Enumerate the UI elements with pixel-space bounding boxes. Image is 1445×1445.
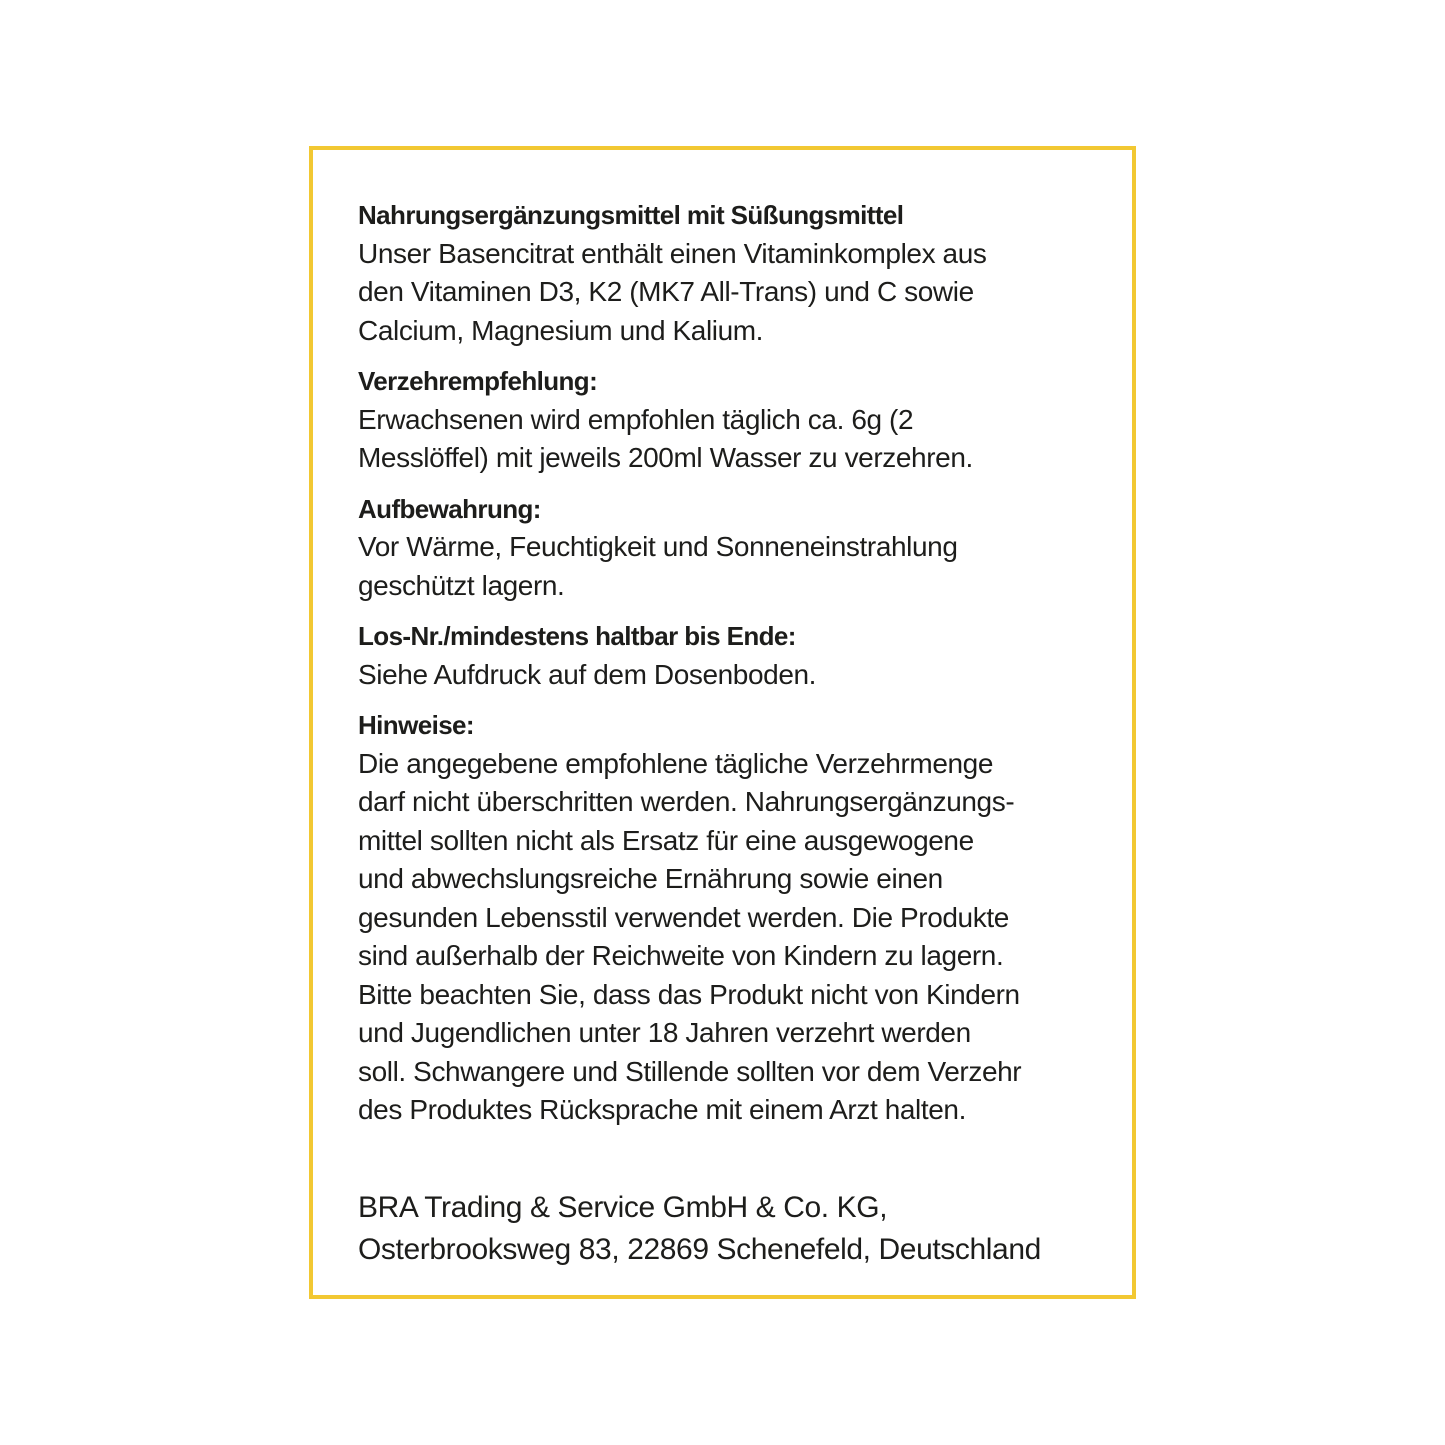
company-info [358, 1187, 1118, 1271]
notes-line: Die angegebene empfohlene tägliche Verzehrmenge [358, 747, 994, 779]
consumption-heading: Verzehrempfehlung: [358, 366, 598, 396]
consumption-line: Messlöffel) mit jeweils 200ml Wasser zu verzehren. [358, 442, 973, 473]
storage-line: geschützt lagern. [358, 569, 565, 601]
notes-heading: Hinweise: [358, 710, 474, 740]
product-heading: Nahrungsergänzungsmittel mit Süßungsmittel [358, 200, 904, 230]
company-address: Osterbrooksweg 83, 22869 Schenefeld, Deutschland [358, 1233, 1041, 1266]
notes-line: mittel sollten nicht als Ersatz für eine ausgewogene [358, 824, 974, 856]
lot-heading: Los-Nr./mindestens haltbar bis Ende: [358, 621, 796, 651]
section-product-description [358, 196, 1118, 350]
notes-line: Bitte beachten Sie, dass das Produkt nicht von Kindern [358, 978, 1020, 1010]
notes-line: des Produktes Rücksprache mit einem Arzt halten. [358, 1094, 966, 1125]
company-name: BRA Trading & Service GmbH & Co. KG, [358, 1191, 888, 1224]
section-lot-number [358, 617, 1118, 694]
storage-heading: Aufbewahrung: [358, 493, 541, 524]
section-storage [358, 490, 1118, 606]
notes-line: gesunden Lebensstil verwendet werden. Die Produkte [358, 901, 1009, 933]
notes-line: sind außerhalb der Reichweite von Kindern zu lagern. [358, 940, 1004, 971]
label-content [358, 196, 1118, 1130]
storage-line: Vor Wärme, Feuchtigkeit und Sonneneinstrahlung [358, 531, 958, 562]
notes-line: und abwechslungsreiche Ernährung sowie einen [358, 863, 943, 894]
description-line: den Vitaminen D3, K2 (MK7 All-Trans) und C sowie [358, 276, 974, 307]
notes-line: soll. Schwangere und Stillende sollten vor dem Verzehr [358, 1055, 1022, 1087]
lot-line: Siehe Aufdruck auf dem Dosenboden. [358, 658, 817, 690]
notes-line: darf nicht überschritten werden. Nahrungsergänzungs- [358, 786, 1015, 817]
section-notes [358, 706, 1118, 1130]
section-consumption-recommendation [358, 362, 1118, 478]
consumption-line: Erwachsenen wird empfohlen täglich ca. 6g (2 [358, 403, 914, 435]
description-line: Calcium, Magnesium und Kalium. [358, 314, 764, 346]
description-line: Unser Basencitrat enthält einen Vitaminkomplex aus [358, 237, 987, 269]
notes-line: und Jugendlichen unter 18 Jahren verzehrt werden [358, 1017, 971, 1048]
